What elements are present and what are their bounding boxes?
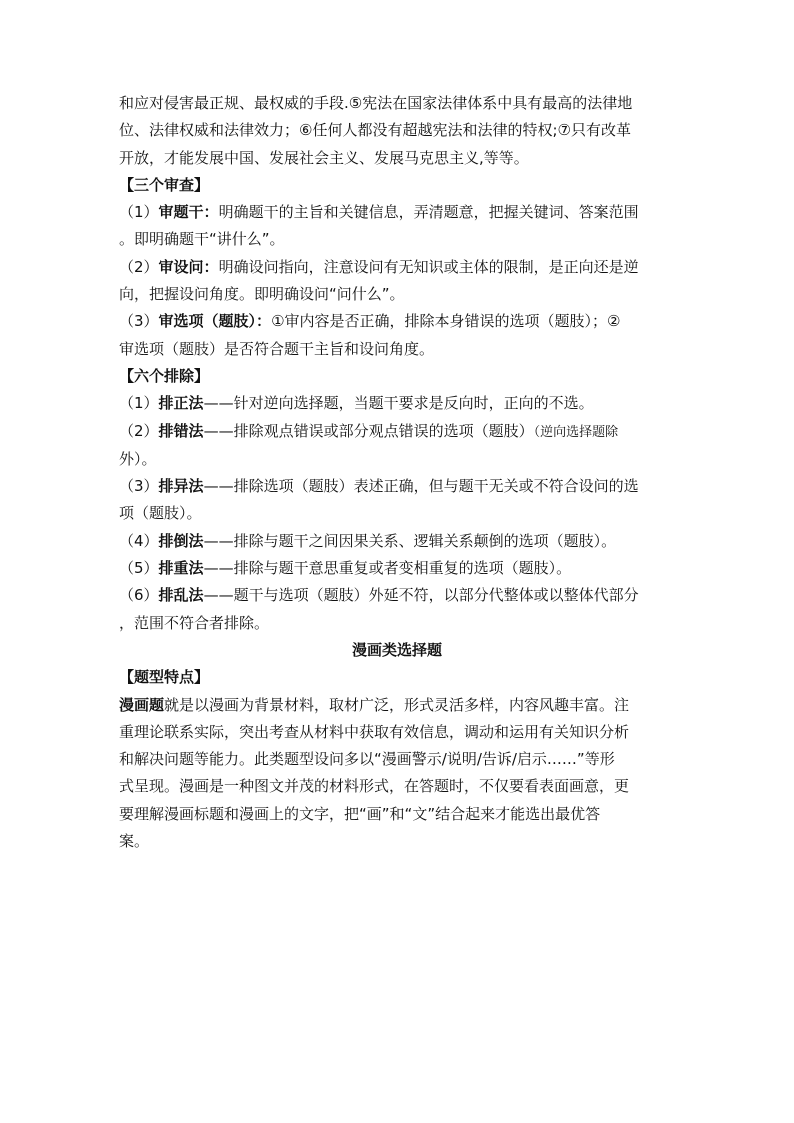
check-item-1-cont: 。即明确题干“讲什么”。	[119, 230, 285, 249]
comic-para-line: 要理解漫画标题和漫画上的文字，把“画”和“文”结合起来才能选出最优答	[119, 804, 601, 823]
comic-para-line: 重理论联系实际，突出考查从材料中获取有效信息，调动和运用有关知识分析	[119, 722, 630, 741]
item-number: （2）	[119, 257, 159, 276]
item-number: （5）	[119, 559, 159, 578]
item-number: （4）	[119, 531, 159, 550]
check-item-3-cont: 审选项（题肢）是否符合题干主旨和设问角度。	[119, 339, 435, 358]
section-title: 漫画类选择题	[351, 640, 442, 659]
item-text: ——排除与题干意思重复或者变相重复的选项（题肢）。	[203, 559, 572, 578]
item-number: （1）	[119, 394, 159, 413]
item-number: （3）	[119, 312, 159, 331]
exclude-item-3-cont: 项（题肢）。	[119, 504, 202, 523]
item-text: ——排除观点错误或部分观点错误的选项（题肢）	[203, 421, 534, 440]
item-term: 排错法	[158, 421, 204, 440]
item-note: （逆向选择题除	[533, 424, 619, 440]
exclude-item-3	[119, 473, 675, 500]
item-term: 审题干：	[158, 203, 219, 222]
exclude-item-6	[119, 582, 675, 609]
comic-term: 漫画题	[119, 695, 165, 714]
item-number: （6）	[119, 586, 159, 605]
item-number: （3）	[119, 477, 159, 496]
check-item-2-cont: 向，把握设问角度。即明确设问“问什么”。	[119, 285, 405, 304]
comic-heading: 【题型特点】	[119, 668, 210, 687]
item-term: 审设问：	[158, 257, 219, 276]
six-excludes-heading: 【六个排除】	[119, 366, 210, 385]
three-checks-heading: 【三个审查】	[119, 175, 210, 194]
exclude-item-1	[119, 390, 675, 417]
item-term: 排倒法	[158, 531, 204, 550]
item-text: 明确题干的主旨和关键信息，弄清题意，把握关键词、答案范围	[218, 203, 639, 222]
document-body	[119, 90, 675, 855]
item-text: 明确设问指向，注意设问有无知识或主体的限制，是正向还是逆	[218, 257, 639, 276]
item-term: 审选项（题肢）：	[158, 312, 272, 331]
comic-para-line: 案。	[119, 832, 150, 851]
comic-text: 就是以漫画为背景材料，取材广泛，形式灵活多样，内容风趣丰富。注	[164, 695, 630, 714]
intro-line: 和应对侵害最正规、最权威的手段.⑤宪法在国家法律体系中具有最高的法律地	[119, 94, 633, 112]
item-term: 排重法	[158, 559, 204, 578]
item-number: （2）	[119, 421, 159, 440]
exclude-item-2-cont: 外）。	[119, 449, 157, 468]
exclude-item-6-cont: ，范围不符合者排除。	[119, 613, 270, 632]
item-text: ——排除与题干之间因果关系、逻辑关系颠倒的选项（题肢）。	[203, 531, 617, 550]
item-text: ——针对逆向选择题，当题干要求是反向时，正向的不选。	[203, 394, 594, 413]
intro-line: 开放，才能发展中国、发展社会主义、发展马克思主义,等等。	[119, 148, 529, 167]
comic-para-line: 式呈现。漫画是一种图文并茂的材料形式，在答题时，不仅要看表面画意，更	[119, 777, 630, 796]
item-text: ——题干与选项（题肢）外延不符，以部分代整体或以整体代部分	[203, 586, 639, 605]
item-term: 排正法	[158, 394, 204, 413]
intro-line: 位、法律权威和法律效力；⑥任何人都没有超越宪法和法律的特权;⑦只有改革	[119, 121, 631, 140]
exclude-item-2	[119, 418, 675, 446]
comic-para-line: 和解决问题等能力。此类题型设问多以“漫画警示/说明/告诉/启示……”等形	[119, 750, 615, 769]
exclude-item-4	[119, 528, 675, 555]
check-item-3	[119, 308, 675, 335]
check-item-2	[119, 254, 675, 281]
item-term: 排异法	[158, 477, 204, 496]
item-text: ——排除选项（题肢）表述正确，但与题干无关或不符合设问的选	[203, 477, 639, 496]
check-item-1	[119, 199, 675, 226]
exclude-item-5	[119, 555, 675, 582]
item-number: （1）	[119, 203, 159, 222]
item-term: 排乱法	[158, 586, 204, 605]
item-text: ①审内容是否正确，排除本身错误的选项（题肢）；②	[271, 312, 621, 331]
comic-para-line	[119, 692, 675, 719]
